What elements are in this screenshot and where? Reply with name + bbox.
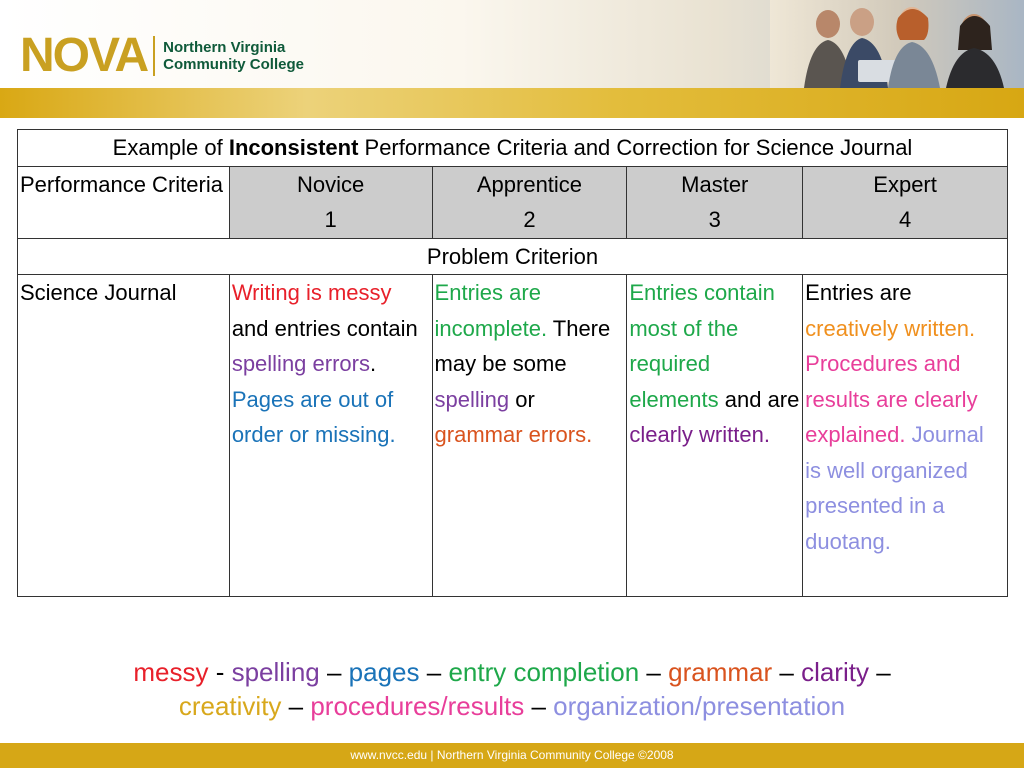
cell-segment: Journal is well organized presented in a duotang. — [805, 422, 984, 554]
cell-expert — [803, 275, 1008, 597]
level-name: Master — [681, 171, 749, 197]
keyword: pages — [348, 657, 420, 687]
separator: – — [772, 657, 802, 687]
level-header-novice — [229, 166, 432, 238]
cell-segment: and entries contain — [231, 315, 418, 341]
keyword-legend — [0, 655, 1024, 723]
keyword: grammar — [668, 657, 773, 687]
cell-segment: Entries contain most of the required elements — [629, 280, 775, 412]
cell-segment: clearly written. — [629, 422, 770, 447]
level-score: 1 — [324, 207, 337, 232]
keyword: organization/presentation — [553, 691, 846, 721]
level-score: 3 — [708, 207, 721, 232]
cell-segment: spelling — [434, 386, 510, 412]
cell-segment: Writing is messy — [231, 280, 392, 305]
table-title-row — [18, 130, 1008, 167]
keyword: clarity — [801, 657, 869, 687]
keyword: spelling — [231, 657, 320, 687]
cell-segment: grammar errors. — [434, 422, 593, 447]
cell-segment: Entries are — [805, 280, 912, 305]
logo-line-1: Northern Virginia — [163, 39, 286, 56]
separator: – — [868, 657, 891, 687]
separator: – — [281, 691, 311, 721]
level-name: Apprentice — [476, 171, 583, 197]
level-name: Expert — [873, 171, 937, 197]
keyword: messy — [133, 657, 209, 687]
row-label-science-journal: Science Journal — [18, 275, 230, 597]
keyword-line-2 — [0, 689, 1024, 723]
logo-line-2: Community College — [163, 56, 304, 73]
nova-logo[interactable] — [20, 29, 304, 82]
keyword: creativity — [178, 691, 282, 721]
cell-novice — [229, 275, 432, 597]
gold-band — [0, 88, 1024, 118]
keyword: entry completion — [448, 657, 640, 687]
logo-divider — [153, 36, 155, 76]
level-score: 4 — [898, 207, 912, 232]
level-name: Novice — [297, 171, 365, 197]
cell-segment: Procedures and results are clearly explained. — [805, 351, 978, 447]
level-header-master — [627, 166, 803, 238]
table-title-pre: Example of — [112, 135, 229, 160]
levels-row — [18, 166, 1008, 238]
cell-segment: Pages are out of order or missing. — [231, 386, 396, 447]
table-title — [18, 130, 1008, 167]
rubric-table — [17, 129, 1008, 597]
cell-segment: or — [509, 386, 535, 412]
keyword-line-1 — [0, 655, 1024, 689]
logo-text — [163, 39, 304, 73]
students-photo-illustration — [770, 0, 1024, 88]
separator: – — [524, 691, 554, 721]
level-header-expert — [803, 166, 1008, 238]
cell-segment: There may be some — [434, 315, 611, 376]
footer-text[interactable]: www.nvcc.edu | Northern Virginia Community College ©2008 — [350, 748, 674, 762]
problem-criterion-label: Problem Criterion — [18, 238, 1008, 275]
table-title-post: Performance Criteria and Correction for Science Journal — [358, 135, 913, 160]
section-row — [18, 238, 1008, 275]
cell-segment: creatively written. — [805, 315, 976, 341]
logo-mark: NOVA — [20, 29, 148, 82]
separator: - — [208, 657, 232, 687]
cell-segment: . — [369, 351, 377, 376]
table-title-emphasis: Inconsistent — [228, 135, 359, 160]
cell-segment: Entries are incomplete. — [434, 280, 548, 341]
cell-segment: spelling errors — [231, 351, 370, 376]
separator: – — [319, 657, 349, 687]
students-photo — [770, 0, 1024, 88]
level-score: 2 — [523, 207, 536, 232]
footer-bar — [0, 743, 1024, 768]
keyword: procedures/results — [310, 691, 525, 721]
separator: – — [419, 657, 449, 687]
header-banner — [0, 0, 1024, 88]
separator: – — [639, 657, 669, 687]
criteria-header: Performance Criteria — [18, 166, 230, 238]
cell-segment: and are — [718, 386, 800, 412]
cell-master — [627, 275, 803, 597]
cell-apprentice — [432, 275, 627, 597]
level-header-apprentice — [432, 166, 627, 238]
criterion-row — [18, 275, 1008, 597]
